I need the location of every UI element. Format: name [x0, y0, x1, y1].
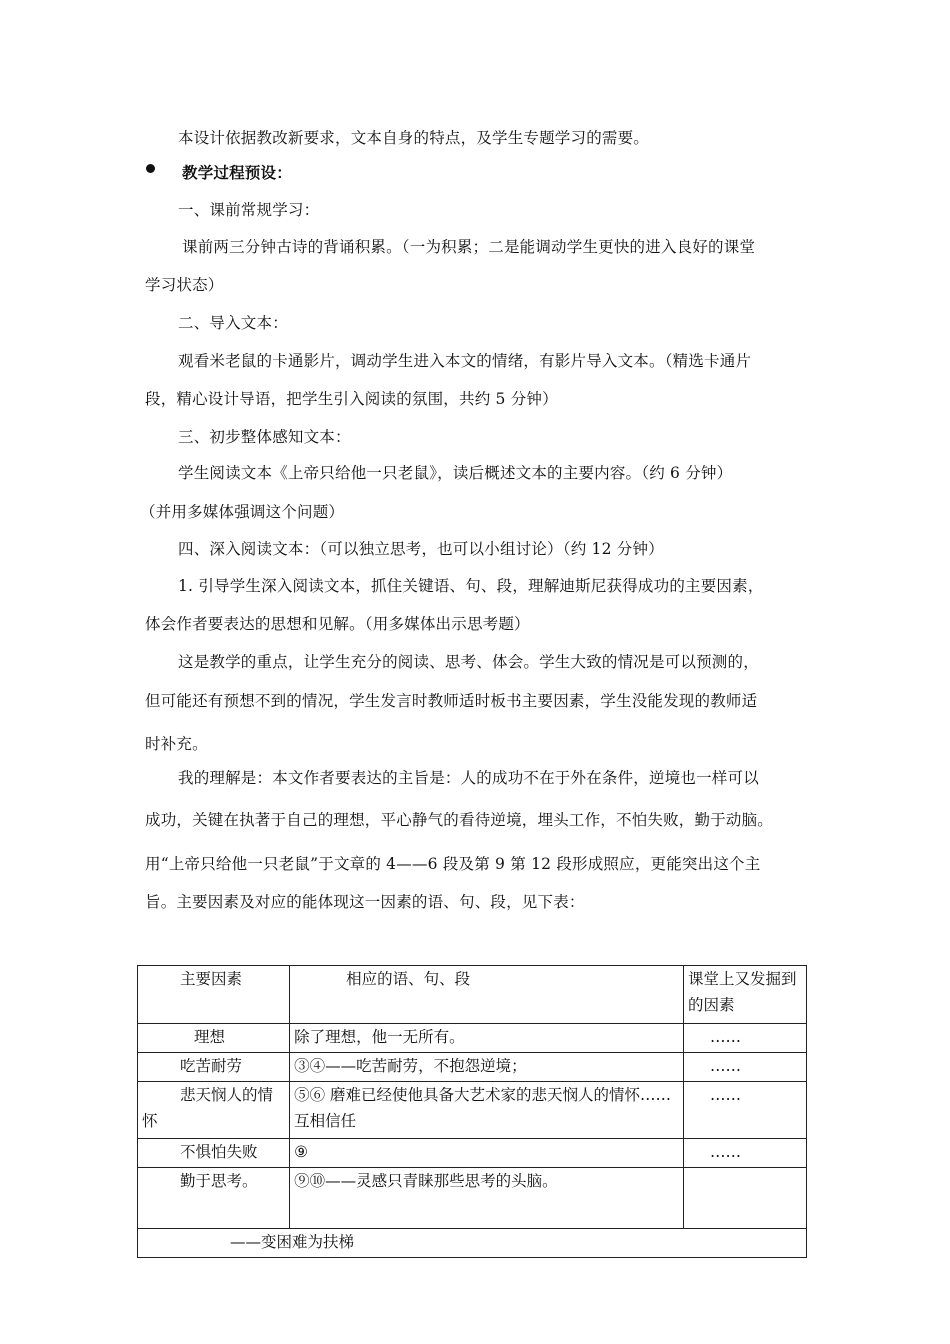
- table-footer-row: [138, 1229, 807, 1258]
- section-4-para-2-line-2: 但可能还有预想不到的情况，学生发言时教师适时板书主要因素，学生没能发现的教师适: [145, 692, 758, 710]
- table-cell-factor: 吃苦耐劳: [138, 1053, 290, 1082]
- section-4-para-3-line-1: 我的理解是：本文作者要表达的主旨是：人的成功不在于外在条件，逆境也一样可以: [178, 769, 759, 787]
- table-cell-factor: 不惧怕失败: [138, 1139, 290, 1168]
- section-2-title: 二、导入文本：: [178, 314, 288, 332]
- table-footer-cell: ——变困难为扶梯: [138, 1229, 807, 1258]
- table-cell-factor: 理想: [138, 1024, 290, 1053]
- section-4-item-1-line-2: 体会作者要表达的思想和见解。（用多媒体出示思考题）: [145, 615, 530, 633]
- table-cell-text: 除了理想，他一无所有。: [290, 1024, 684, 1053]
- paragraph-design-basis: 本设计依据教改新要求，文本自身的特点，及学生专题学习的需要。: [178, 129, 650, 147]
- section-4-para-3-line-4: 旨。主要因素及对应的能体现这一因素的语、句、段，见下表：: [145, 893, 585, 911]
- section-4-para-3-line-2: 成功，关键在执著于自己的理想，平心静气的看待逆境，埋头工作，不怕失败，勤于动脑。: [145, 811, 774, 829]
- section-3-line-1: 学生阅读文本《上帝只给他一只老鼠》，读后概述文本的主要内容。（约 6 分钟）: [178, 464, 733, 482]
- table-header-cell: 课堂上又发掘到的因素: [684, 966, 807, 1024]
- section-4-para-2-line-3: 时补充。: [145, 735, 208, 753]
- section-4-item-1-line-1: 1. 引导学生深入阅读文本，抓住关键语、句、段，理解迪斯尼获得成功的主要因素，: [178, 577, 764, 595]
- table-cell-found: ……: [684, 1139, 807, 1168]
- table-cell-text: ⑨⑩——灵感只青睐那些思考的头脑。: [290, 1168, 684, 1229]
- table-row: [138, 1024, 807, 1053]
- table-cell-found: ……: [684, 1053, 807, 1082]
- table-row: [138, 1168, 807, 1229]
- section-2-line-2: 段，精心设计导语，把学生引入阅读的氛围，共约 5 分钟）: [145, 390, 558, 408]
- section-1-line-2: 学习状态）: [145, 276, 224, 294]
- table-row: [138, 1053, 807, 1082]
- factors-table: [137, 965, 807, 1258]
- section-4-para-3-line-3: 用“上帝只给他一只老鼠”于文章的 4——6 段及第 9 第 12 段形成照应，更能突出这个主: [145, 855, 761, 873]
- table-cell-found: ……: [684, 1024, 807, 1053]
- table-cell-text: ③④——吃苦耐劳，不抱怨逆境；: [290, 1053, 684, 1082]
- table-cell-factor: 勤于思考。: [138, 1168, 290, 1229]
- section-3-title: 三、初步整体感知文本：: [178, 428, 351, 446]
- bullet-icon: [146, 164, 155, 173]
- section-1-line-1: 课前两三分钟古诗的背诵积累。（一为积累；二是能调动学生更快的进入良好的课堂: [182, 238, 756, 256]
- table-header-cell: 主要因素: [138, 966, 290, 1024]
- section-4-title: 四、深入阅读文本：（可以独立思考，也可以小组讨论）（约 12 分钟）: [178, 540, 664, 558]
- section-2-line-1: 观看米老鼠的卡通影片，调动学生进入本文的情绪，有影片导入文本。（精选卡通片: [178, 352, 752, 370]
- heading-teaching-process: 教学过程预设：: [182, 163, 292, 182]
- table-row: [138, 1082, 807, 1139]
- table-cell-found: [684, 1168, 807, 1229]
- table-header-row: [138, 966, 807, 1024]
- table-cell-found: ……: [684, 1082, 807, 1139]
- table-header-cell: 相应的语、句、段: [290, 966, 684, 1024]
- table-cell-factor: 悲天悯人的情怀: [138, 1082, 290, 1139]
- table-cell-text: ⑨: [290, 1139, 684, 1168]
- table-row: [138, 1139, 807, 1168]
- section-4-para-2-line-1: 这是教学的重点，让学生充分的阅读、思考、体会。学生大致的情况是可以预测的，: [178, 653, 759, 671]
- section-3-line-2: （并用多媒体强调这个问题）: [140, 503, 345, 521]
- table-cell-text: ⑤⑥ 磨难已经使他具备大艺术家的悲天悯人的情怀……互相信任: [290, 1082, 684, 1139]
- section-1-title: 一、课前常规学习：: [178, 201, 320, 219]
